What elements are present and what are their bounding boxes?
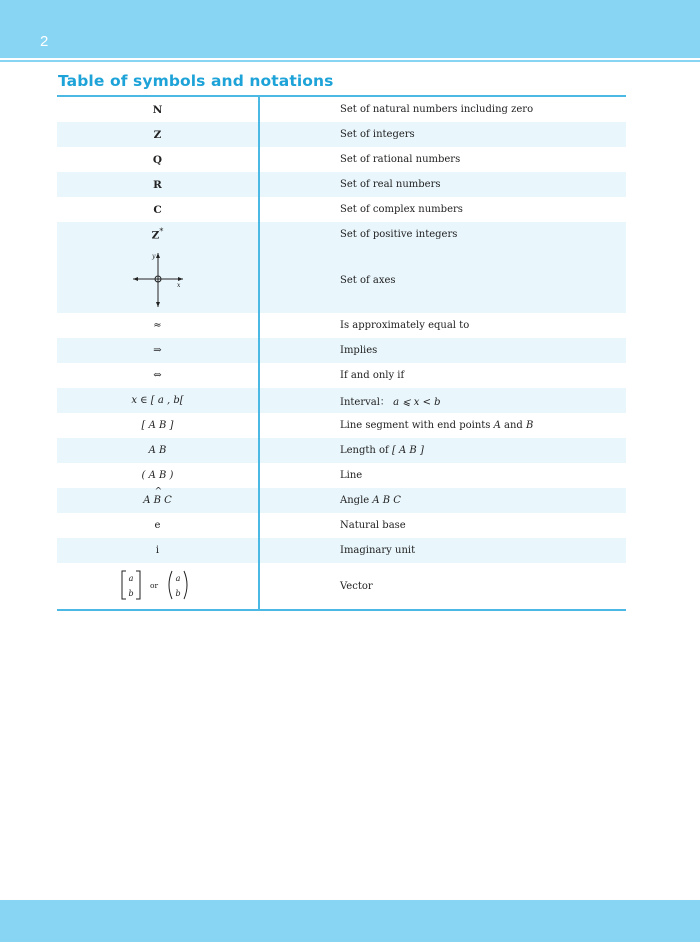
symbols-table xyxy=(57,95,626,611)
description-cell: Set of rational numbers xyxy=(340,154,461,165)
table-row xyxy=(57,97,626,122)
table-row xyxy=(57,122,626,147)
vector-b-alt: b xyxy=(174,588,181,598)
description-math: A xyxy=(493,420,501,431)
description-math: a ⩽ x < b xyxy=(393,397,441,408)
symbol-cell: Q xyxy=(57,147,259,172)
description-text-mid: and xyxy=(500,420,526,431)
description-text: Angle xyxy=(340,495,373,506)
symbol-cell: C xyxy=(57,197,259,222)
symbol-cell: ≈ xyxy=(57,313,259,338)
symbol-cell: ⇒ xyxy=(57,338,259,363)
table-row xyxy=(57,563,626,609)
table-row xyxy=(57,172,626,197)
description-text: Line segment with end points xyxy=(340,420,494,431)
symbol-cell xyxy=(57,488,259,513)
table-row xyxy=(57,488,626,513)
symbol-cell: x ∈ [ a , b[ xyxy=(57,388,259,413)
description-text: Length of xyxy=(340,445,392,456)
symbol-cell: ⇔ xyxy=(57,363,259,388)
description-cell: If and only if xyxy=(340,370,405,381)
description-cell xyxy=(259,438,626,463)
table-row xyxy=(57,388,626,413)
symbol-cell: ( A B ) xyxy=(57,463,259,488)
description-cell xyxy=(259,388,626,413)
description-cell: Set of complex numbers xyxy=(340,204,463,215)
angle-vertex xyxy=(153,487,163,506)
description-math-2: B xyxy=(526,420,534,431)
description-cell: Set of positive integers xyxy=(259,222,626,247)
axes-icon xyxy=(130,249,186,309)
table-row xyxy=(57,222,626,247)
description-math: [ A B ] xyxy=(391,445,424,456)
description-text: Interval： xyxy=(340,397,390,408)
angle-vertex-letter: B xyxy=(153,495,161,506)
description-cell: Set of integers xyxy=(259,122,626,147)
header-rule xyxy=(0,60,700,62)
table-row xyxy=(57,338,626,363)
symbol-cell: i xyxy=(57,538,259,563)
symbol-cell: R xyxy=(57,172,259,197)
symbol-cell: N xyxy=(57,97,259,122)
header-band xyxy=(0,0,700,58)
table-row xyxy=(57,147,626,172)
table-row xyxy=(57,363,626,388)
angle-end: C xyxy=(160,495,172,506)
axis-y-label: y xyxy=(151,252,155,260)
symbol-cell xyxy=(57,222,259,247)
footer-band xyxy=(0,900,700,942)
table-bottom-rule xyxy=(57,609,626,611)
symbol-cell: [ A B ] xyxy=(57,413,259,438)
symbol-cell xyxy=(57,247,259,313)
symbol-cell: Z xyxy=(57,122,259,147)
angle-start: A xyxy=(143,495,154,506)
symbol-cell: A B xyxy=(57,438,259,463)
symbol-base: Z xyxy=(151,229,160,242)
table-row xyxy=(57,463,626,488)
table-row xyxy=(57,247,626,313)
hat-accent: ^ xyxy=(154,487,163,497)
table-row xyxy=(57,313,626,338)
description-cell: Vector xyxy=(340,580,373,592)
description-cell: Set of natural numbers including zero xyxy=(340,104,534,115)
description-cell: Set of real numbers xyxy=(259,172,626,197)
table-row xyxy=(57,538,626,563)
vector-or: or xyxy=(149,580,158,590)
description-cell: Is approximately equal to xyxy=(340,320,470,331)
vector-notation-icon xyxy=(118,567,198,603)
page-title: Table of symbols and notations xyxy=(58,72,334,90)
description-cell xyxy=(259,413,626,438)
symbol-cell: e xyxy=(57,513,259,538)
table-row xyxy=(57,438,626,463)
description-cell: Natural base xyxy=(340,520,406,531)
page-number: 2 xyxy=(40,33,49,50)
description-cell: Set of axes xyxy=(259,247,626,313)
symbol-superscript: * xyxy=(159,227,164,237)
vector-a: a xyxy=(128,573,133,583)
description-cell: Implies xyxy=(259,338,626,363)
description-cell: Line xyxy=(340,470,363,481)
description-cell xyxy=(259,488,626,513)
table-row xyxy=(57,513,626,538)
table-row xyxy=(57,413,626,438)
description-cell: Imaginary unit xyxy=(259,538,626,563)
table-row xyxy=(57,197,626,222)
vector-b: b xyxy=(127,588,134,598)
description-math: A B C xyxy=(372,495,401,506)
vector-a-alt: a xyxy=(175,573,180,583)
axis-x-label: x xyxy=(176,281,180,289)
symbol-cell xyxy=(57,563,259,609)
